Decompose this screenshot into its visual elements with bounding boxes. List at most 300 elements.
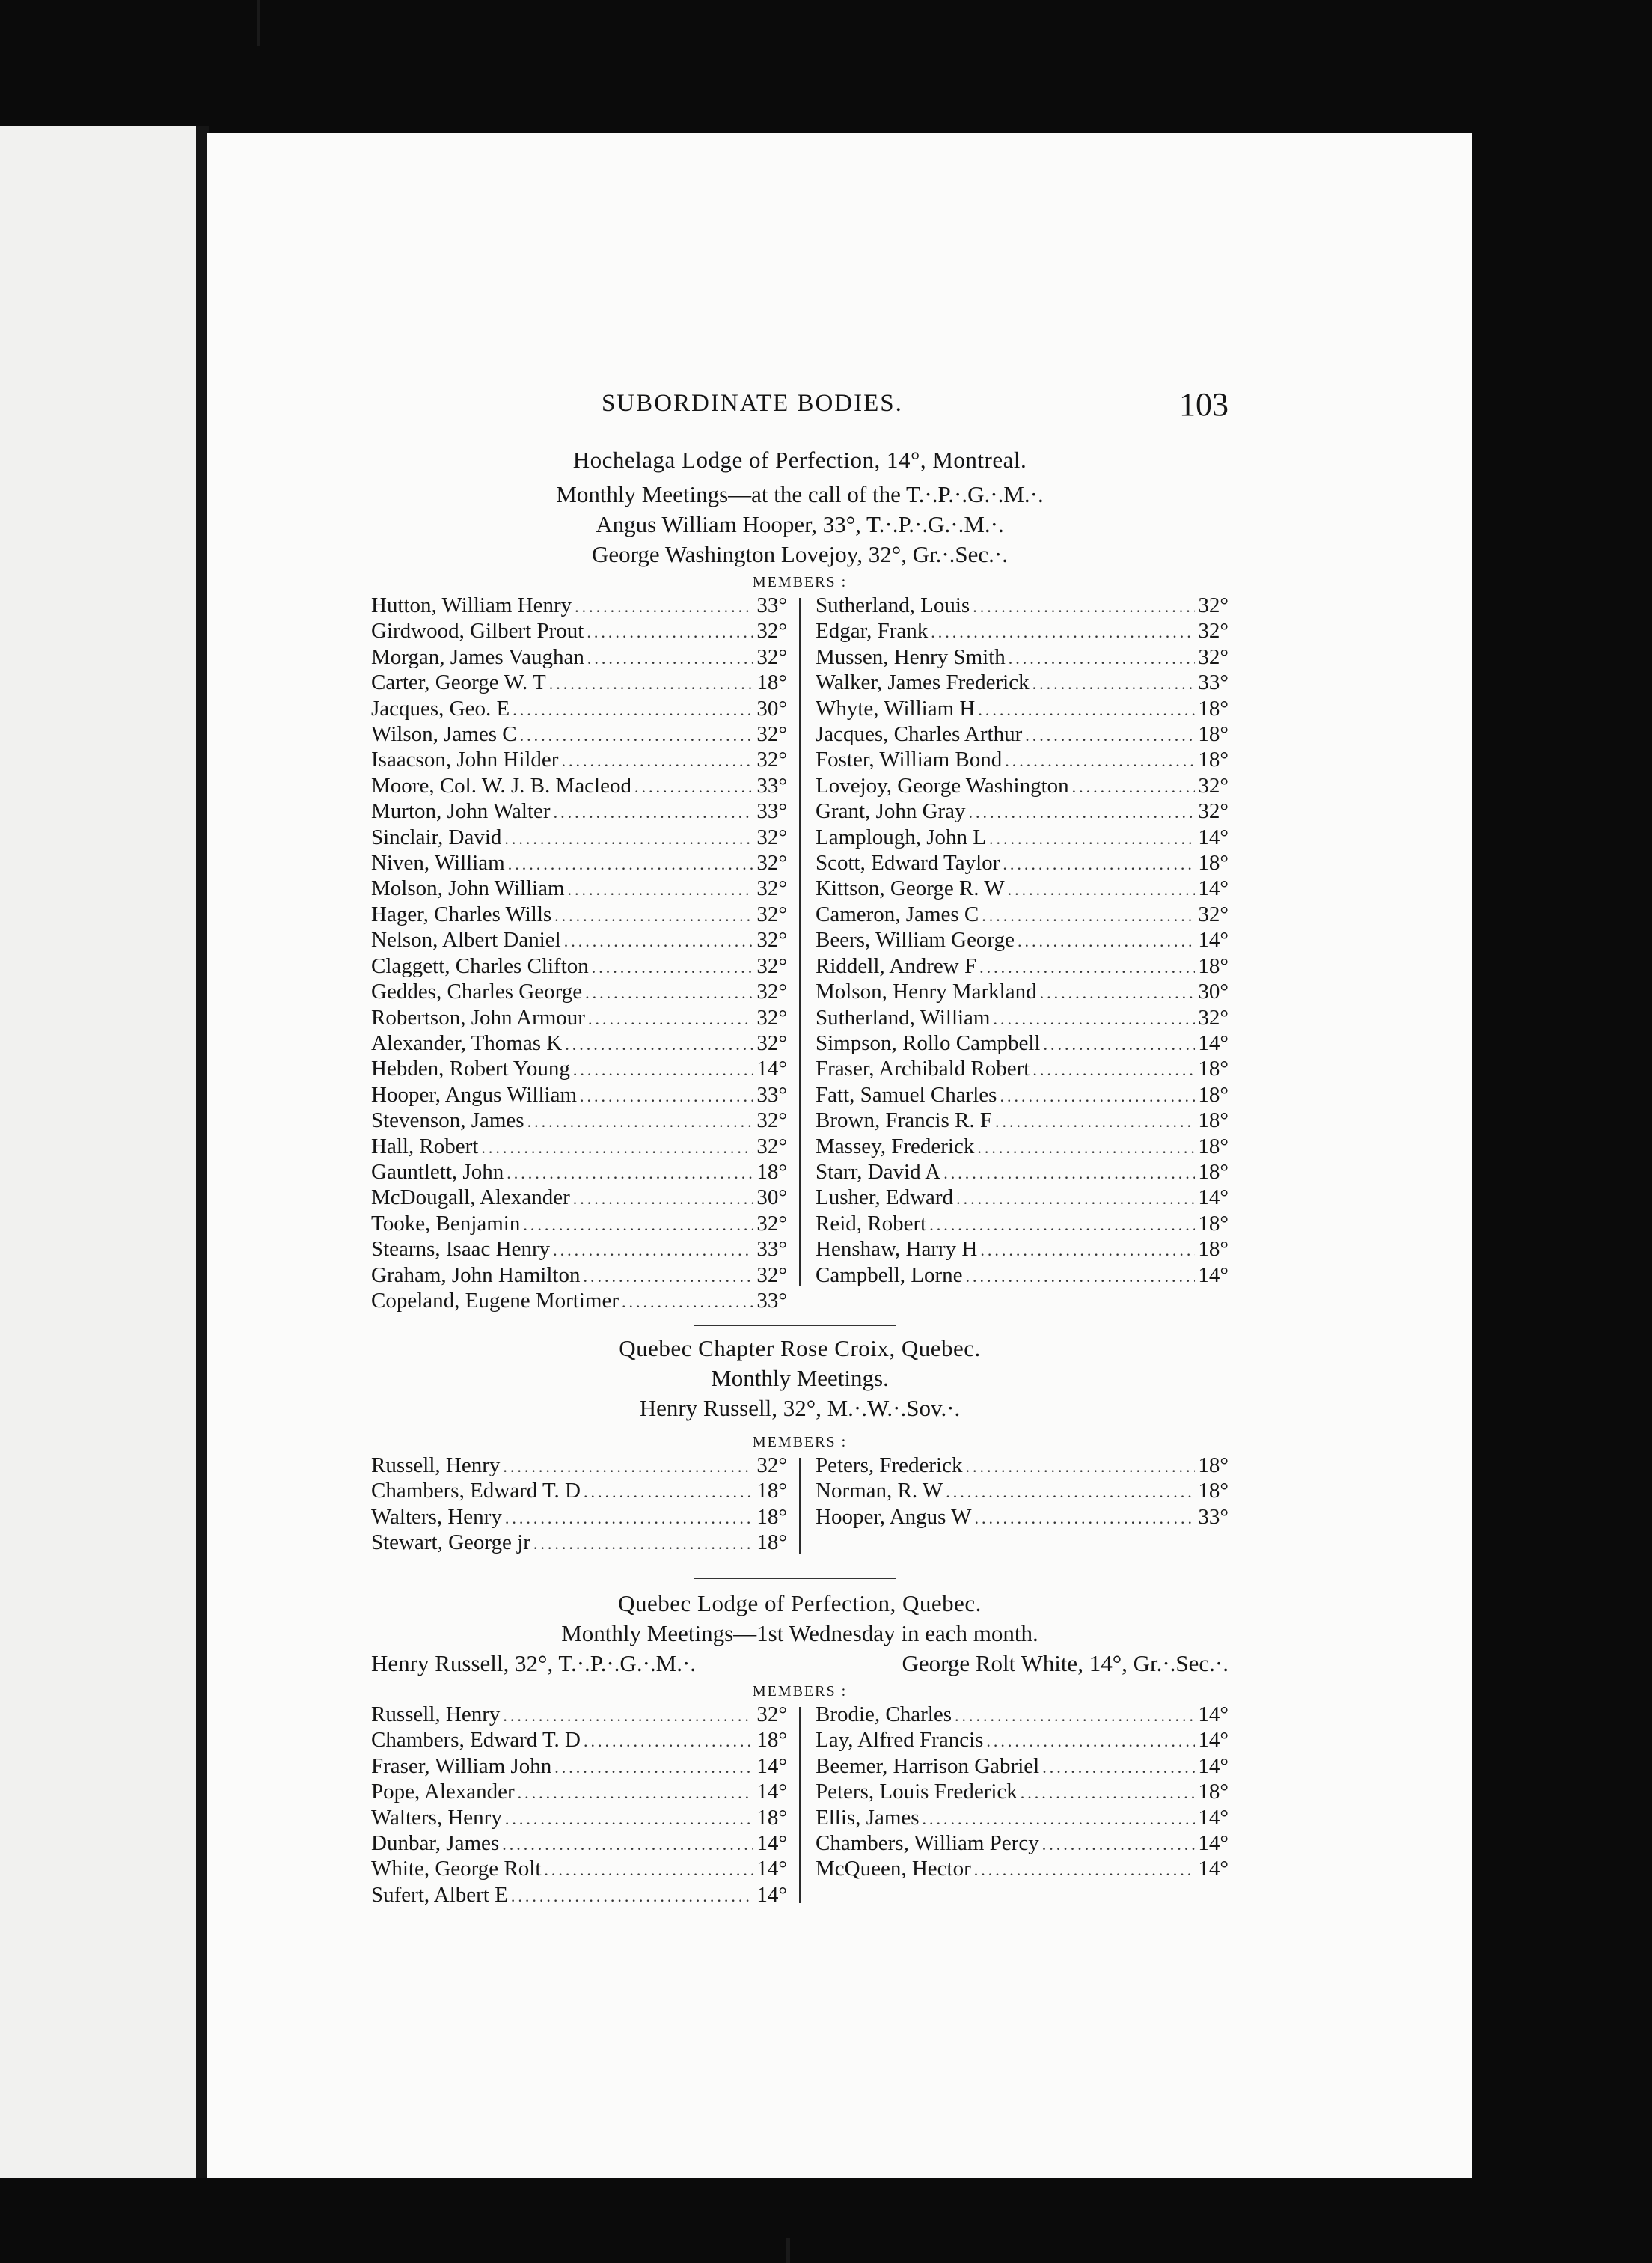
member-name: Simpson, Rollo Campbell bbox=[816, 1030, 1041, 1055]
member-row bbox=[371, 1479, 787, 1504]
member-degree: 33° bbox=[756, 799, 787, 824]
member-row bbox=[816, 697, 1229, 722]
member-name: Edgar, Frank bbox=[816, 619, 929, 644]
leader-dots bbox=[554, 1755, 753, 1780]
member-name: Fatt, Samuel Charles bbox=[816, 1082, 997, 1107]
leader-dots bbox=[1044, 1032, 1196, 1057]
leader-dots bbox=[994, 1007, 1196, 1031]
member-row bbox=[816, 1702, 1229, 1728]
members-table bbox=[371, 593, 1229, 1313]
leader-dots bbox=[931, 620, 1195, 644]
member-degree: 18° bbox=[756, 1504, 787, 1529]
member-name: Beers, William George bbox=[816, 928, 1015, 953]
leader-dots bbox=[527, 1109, 754, 1134]
leader-dots bbox=[573, 1186, 754, 1211]
member-row bbox=[816, 876, 1229, 902]
member-degree: 30° bbox=[756, 1185, 787, 1210]
leader-dots bbox=[979, 955, 1195, 980]
leader-dots bbox=[982, 903, 1195, 928]
leader-dots bbox=[989, 826, 1195, 851]
member-name: Chambers, Edward T. D bbox=[371, 1479, 581, 1503]
member-row bbox=[371, 1185, 787, 1211]
leader-dots bbox=[977, 1135, 1195, 1160]
leader-dots bbox=[502, 1832, 753, 1857]
member-name: Hall, Robert bbox=[371, 1134, 479, 1158]
member-degree: 14° bbox=[1198, 1030, 1229, 1055]
member-row bbox=[371, 799, 787, 825]
member-name: Moore, Col. W. J. B. Macleod bbox=[371, 773, 631, 798]
member-degree: 18° bbox=[1198, 1453, 1229, 1477]
member-degree: 32° bbox=[756, 825, 787, 849]
member-row bbox=[371, 1857, 787, 1882]
member-degree: 18° bbox=[1198, 1780, 1229, 1804]
leader-dots bbox=[966, 1264, 1196, 1289]
leader-dots bbox=[481, 1135, 753, 1160]
member-row bbox=[371, 876, 787, 902]
member-degree: 32° bbox=[756, 644, 787, 669]
leader-dots bbox=[923, 1807, 1196, 1831]
member-row bbox=[371, 1031, 787, 1057]
facing-page bbox=[0, 126, 201, 2178]
member-degree: 18° bbox=[1198, 1134, 1229, 1158]
leader-dots bbox=[568, 877, 754, 902]
member-degree: 33° bbox=[756, 1237, 787, 1262]
member-name: Jacques, Geo. E bbox=[371, 696, 510, 721]
member-row bbox=[816, 1134, 1229, 1160]
leader-dots bbox=[511, 1884, 754, 1908]
member-degree: 32° bbox=[1198, 644, 1229, 669]
member-name: Tooke, Benjamin bbox=[371, 1211, 521, 1236]
meetings-line: Monthly Meetings. bbox=[711, 1365, 889, 1391]
member-degree: 30° bbox=[756, 696, 787, 721]
leader-dots bbox=[549, 671, 754, 696]
member-name: Geddes, Charles George bbox=[371, 980, 583, 1004]
leader-dots bbox=[573, 1057, 754, 1082]
member-name: Lusher, Edward bbox=[816, 1185, 954, 1210]
leader-dots bbox=[978, 697, 1195, 722]
member-degree: 18° bbox=[756, 1805, 787, 1830]
section-rule bbox=[694, 1325, 896, 1326]
member-degree: 32° bbox=[756, 1453, 787, 1477]
section-rule bbox=[694, 1578, 896, 1579]
member-degree: 32° bbox=[756, 902, 787, 926]
member-name: Nelson, Albert Daniel bbox=[371, 928, 561, 953]
leader-dots bbox=[533, 1531, 754, 1556]
leader-dots bbox=[508, 852, 754, 876]
member-name: Lovejoy, George Washington bbox=[816, 773, 1069, 798]
member-row bbox=[371, 1883, 787, 1908]
leader-dots bbox=[1032, 671, 1196, 696]
member-name: Foster, William Bond bbox=[816, 748, 1003, 772]
member-name: Wilson, James C bbox=[371, 722, 517, 747]
member-degree: 14° bbox=[756, 1831, 787, 1856]
leader-dots bbox=[1005, 748, 1195, 773]
member-name: Isaacson, John Hilder bbox=[371, 748, 559, 772]
member-name: Russell, Henry bbox=[371, 1702, 501, 1726]
member-degree: 32° bbox=[1198, 619, 1229, 644]
leader-dots bbox=[1025, 723, 1195, 748]
leader-dots bbox=[505, 1506, 754, 1530]
member-name: Dunbar, James bbox=[371, 1831, 500, 1856]
leader-dots bbox=[1032, 1057, 1195, 1082]
member-row bbox=[371, 645, 787, 671]
page-number: 103 bbox=[1179, 386, 1229, 423]
leader-dots bbox=[561, 748, 753, 773]
leader-dots bbox=[544, 1857, 753, 1882]
member-name: Sinclair, David bbox=[371, 825, 502, 849]
leader-dots bbox=[1042, 1832, 1196, 1857]
member-name: Molson, Henry Markland bbox=[816, 980, 1037, 1004]
member-row bbox=[371, 954, 787, 980]
leader-dots bbox=[966, 1454, 1196, 1479]
leader-dots bbox=[580, 1084, 753, 1108]
leader-dots bbox=[1003, 852, 1195, 876]
member-name: Morgan, James Vaughan bbox=[371, 644, 584, 669]
quebec-lodge-section bbox=[371, 1589, 1229, 1912]
leader-dots bbox=[507, 1161, 753, 1185]
member-degree: 14° bbox=[1198, 1857, 1229, 1881]
leader-dots bbox=[575, 594, 753, 619]
officer-left: Henry Russell, 32°, T.·.P.·.G.·.M.·. bbox=[371, 1650, 697, 1676]
member-degree: 32° bbox=[756, 928, 787, 953]
member-name: Campbell, Lorne bbox=[816, 1262, 963, 1287]
member-row bbox=[371, 1453, 787, 1479]
member-row bbox=[816, 1108, 1229, 1134]
member-name: Girdwood, Gilbert Prout bbox=[371, 619, 584, 644]
member-name: Stevenson, James bbox=[371, 1108, 524, 1133]
member-name: Grant, John Gray bbox=[816, 799, 966, 824]
leader-dots bbox=[956, 1186, 1195, 1211]
member-row bbox=[816, 1083, 1229, 1108]
member-row bbox=[816, 1806, 1229, 1831]
member-degree: 18° bbox=[1198, 696, 1229, 721]
member-row bbox=[816, 1160, 1229, 1185]
member-degree: 18° bbox=[1198, 1108, 1229, 1133]
leader-dots bbox=[1018, 929, 1195, 953]
leader-dots bbox=[622, 1289, 753, 1314]
member-degree: 18° bbox=[1198, 1211, 1229, 1236]
member-name: Robertson, John Armour bbox=[371, 1005, 585, 1030]
member-row bbox=[816, 928, 1229, 953]
member-degree: 18° bbox=[1198, 1237, 1229, 1262]
member-row bbox=[371, 1754, 787, 1780]
member-name: Brown, Francis R. F bbox=[816, 1108, 993, 1133]
member-row bbox=[371, 1083, 787, 1108]
member-name: Massey, Frederick bbox=[816, 1134, 975, 1158]
member-degree: 32° bbox=[756, 876, 787, 901]
member-name: Hager, Charles Wills bbox=[371, 902, 552, 926]
leader-dots bbox=[986, 1729, 1195, 1753]
member-name: Claggett, Charles Clifton bbox=[371, 953, 589, 978]
leader-dots bbox=[505, 1807, 754, 1831]
member-degree: 32° bbox=[1198, 799, 1229, 824]
member-row bbox=[816, 1006, 1229, 1031]
leader-dots bbox=[929, 1212, 1195, 1237]
leader-dots bbox=[973, 594, 1195, 619]
member-name: Sufert, Albert E bbox=[371, 1882, 508, 1907]
member-degree: 32° bbox=[756, 1262, 787, 1287]
section-title: Quebec Chapter Rose Croix, Quebec. bbox=[619, 1335, 981, 1361]
member-row bbox=[816, 1453, 1229, 1479]
member-degree: 14° bbox=[1198, 825, 1229, 849]
members-column-left bbox=[371, 1702, 787, 1908]
leader-dots bbox=[503, 1703, 753, 1728]
member-row bbox=[371, 980, 787, 1005]
member-degree: 14° bbox=[756, 1780, 787, 1804]
member-degree: 18° bbox=[1198, 1479, 1229, 1503]
member-degree: 18° bbox=[756, 1728, 787, 1753]
member-row bbox=[816, 1263, 1229, 1289]
member-row bbox=[816, 1185, 1229, 1211]
member-row bbox=[816, 748, 1229, 773]
member-name: Sutherland, William bbox=[816, 1005, 991, 1030]
member-row bbox=[816, 954, 1229, 980]
member-row bbox=[371, 1289, 787, 1314]
leader-dots bbox=[518, 1780, 754, 1805]
member-degree: 33° bbox=[756, 773, 787, 798]
member-row bbox=[816, 774, 1229, 799]
leader-dots bbox=[1072, 775, 1196, 799]
member-degree: 32° bbox=[1198, 902, 1229, 926]
member-name: Peters, Frederick bbox=[816, 1453, 963, 1477]
member-row bbox=[816, 1237, 1229, 1262]
member-row bbox=[371, 774, 787, 799]
book-page bbox=[206, 133, 1472, 2178]
members-column-right bbox=[816, 1702, 1229, 1883]
leader-dots bbox=[554, 800, 754, 825]
member-row bbox=[371, 928, 787, 953]
section-title: Quebec Lodge of Perfection, Quebec. bbox=[618, 1590, 982, 1616]
member-degree: 33° bbox=[756, 593, 787, 617]
member-degree: 14° bbox=[1198, 1728, 1229, 1753]
member-degree: 32° bbox=[1198, 593, 1229, 617]
member-name: Walters, Henry bbox=[371, 1805, 502, 1830]
leader-dots bbox=[946, 1479, 1195, 1504]
section-title: Hochelaga Lodge of Perfection, 14°, Montreal. bbox=[572, 447, 1027, 473]
member-degree: 32° bbox=[756, 748, 787, 772]
member-name: Pope, Alexander bbox=[371, 1780, 515, 1804]
member-degree: 33° bbox=[756, 1082, 787, 1107]
member-degree: 30° bbox=[1198, 980, 1229, 1004]
member-row bbox=[816, 1831, 1229, 1857]
member-row bbox=[816, 1479, 1229, 1504]
leader-dots bbox=[587, 620, 753, 644]
member-row bbox=[371, 1057, 787, 1082]
member-name: Henshaw, Harry H bbox=[816, 1237, 978, 1262]
member-degree: 18° bbox=[1198, 953, 1229, 978]
member-row bbox=[371, 593, 787, 619]
leader-dots bbox=[995, 1109, 1195, 1134]
member-degree: 18° bbox=[1198, 851, 1229, 876]
member-name: Hutton, William Henry bbox=[371, 593, 572, 617]
member-row bbox=[816, 799, 1229, 825]
officer-right: George Rolt White, 14°, Gr.·.Sec.·. bbox=[902, 1650, 1229, 1676]
leader-dots bbox=[975, 1506, 1196, 1530]
member-name: Hebden, Robert Young bbox=[371, 1057, 570, 1081]
leader-dots bbox=[520, 723, 754, 748]
member-name: Chambers, Edward T. D bbox=[371, 1728, 581, 1753]
member-name: Whyte, William H bbox=[816, 696, 976, 721]
members-label: MEMBERS : bbox=[752, 574, 848, 590]
member-degree: 14° bbox=[756, 1753, 787, 1778]
member-degree: 32° bbox=[1198, 773, 1229, 798]
member-degree: 32° bbox=[756, 1211, 787, 1236]
member-row bbox=[371, 1505, 787, 1530]
member-name: Walker, James Frederick bbox=[816, 671, 1030, 695]
member-name: Stewart, George jr bbox=[371, 1530, 530, 1555]
column-divider bbox=[799, 1707, 801, 1903]
member-degree: 18° bbox=[1198, 748, 1229, 772]
member-name: Niven, William bbox=[371, 851, 505, 876]
leader-dots bbox=[634, 775, 753, 799]
members-column-left bbox=[371, 593, 787, 1314]
officer-line: Angus William Hooper, 33°, T.·.P.·.G.·.M.·. bbox=[596, 511, 1004, 537]
member-row bbox=[816, 825, 1229, 851]
leader-dots bbox=[969, 800, 1196, 825]
member-name: Graham, John Hamilton bbox=[371, 1262, 581, 1287]
member-degree: 32° bbox=[756, 619, 787, 644]
leader-dots bbox=[503, 1454, 753, 1479]
member-row bbox=[371, 748, 787, 773]
member-row bbox=[371, 697, 787, 722]
member-degree: 14° bbox=[1198, 876, 1229, 901]
member-degree: 14° bbox=[1198, 1805, 1229, 1830]
leader-dots bbox=[955, 1703, 1195, 1728]
leader-dots bbox=[592, 955, 754, 980]
member-name: Peters, Louis Frederick bbox=[816, 1780, 1018, 1804]
leader-dots bbox=[943, 1161, 1195, 1185]
column-divider bbox=[799, 1458, 801, 1554]
officer-line: Henry Russell, 32°, M.·.W.·.Sov.·. bbox=[639, 1395, 961, 1421]
member-row bbox=[816, 1057, 1229, 1082]
member-degree: 32° bbox=[756, 1030, 787, 1055]
member-name: Jacques, Charles Arthur bbox=[816, 722, 1023, 747]
member-name: Russell, Henry bbox=[371, 1453, 501, 1477]
member-row bbox=[371, 1263, 787, 1289]
member-name: Carter, George W. T bbox=[371, 671, 546, 695]
member-row bbox=[816, 1728, 1229, 1753]
member-row bbox=[816, 903, 1229, 928]
member-name: Murton, John Walter bbox=[371, 799, 551, 824]
member-row bbox=[371, 671, 787, 696]
member-name: Mussen, Henry Smith bbox=[816, 644, 1006, 669]
member-row bbox=[371, 1237, 787, 1262]
members-column-right bbox=[816, 593, 1229, 1289]
member-row bbox=[371, 1806, 787, 1831]
leader-dots bbox=[1009, 646, 1196, 671]
member-name: Gauntlett, John bbox=[371, 1159, 504, 1184]
member-degree: 14° bbox=[1198, 1185, 1229, 1210]
leader-dots bbox=[513, 697, 753, 722]
leader-dots bbox=[588, 1007, 753, 1031]
member-row bbox=[816, 619, 1229, 644]
member-name: McQueen, Hector bbox=[816, 1857, 971, 1881]
member-name: Alexander, Thomas K bbox=[371, 1030, 563, 1055]
member-degree: 18° bbox=[1198, 1159, 1229, 1184]
member-name: Norman, R. W bbox=[816, 1479, 943, 1503]
member-name: Stearns, Isaac Henry bbox=[371, 1237, 551, 1262]
member-row bbox=[816, 722, 1229, 748]
member-degree: 14° bbox=[756, 1057, 787, 1081]
leader-dots bbox=[523, 1212, 753, 1237]
member-row bbox=[816, 980, 1229, 1005]
film-mark bbox=[257, 0, 260, 46]
member-degree: 32° bbox=[756, 1702, 787, 1726]
leader-dots bbox=[553, 1238, 753, 1262]
members-table bbox=[371, 1453, 1229, 1558]
member-row bbox=[816, 1754, 1229, 1780]
member-row bbox=[816, 1031, 1229, 1057]
member-row bbox=[371, 1780, 787, 1805]
member-degree: 18° bbox=[1198, 722, 1229, 747]
leader-dots bbox=[980, 1238, 1195, 1262]
members-label: MEMBERS : bbox=[752, 1434, 848, 1450]
leader-dots bbox=[564, 929, 754, 953]
member-row bbox=[371, 1134, 787, 1160]
member-name: Brodie, Charles bbox=[816, 1702, 952, 1726]
member-degree: 14° bbox=[1198, 1702, 1229, 1726]
member-name: Kittson, George R. W bbox=[816, 876, 1005, 901]
film-mark bbox=[786, 2238, 790, 2263]
leader-dots bbox=[504, 826, 753, 851]
member-degree: 18° bbox=[1198, 1057, 1229, 1081]
member-name: White, George Rolt bbox=[371, 1857, 542, 1881]
member-name: Chambers, William Percy bbox=[816, 1831, 1039, 1856]
leader-dots bbox=[1008, 877, 1196, 902]
members-table bbox=[371, 1702, 1229, 1912]
member-name: Starr, David A bbox=[816, 1159, 941, 1184]
member-row bbox=[371, 825, 787, 851]
leader-dots bbox=[1040, 980, 1196, 1005]
member-degree: 32° bbox=[756, 722, 787, 747]
member-degree: 32° bbox=[756, 851, 787, 876]
member-row bbox=[816, 1212, 1229, 1237]
member-name: Fraser, William John bbox=[371, 1753, 552, 1778]
running-head bbox=[371, 385, 1229, 430]
leader-dots bbox=[1021, 1780, 1196, 1805]
leader-dots bbox=[1000, 1084, 1195, 1108]
member-row bbox=[371, 722, 787, 748]
officer-line: George Washington Lovejoy, 32°, Gr.·.Sec.·. bbox=[591, 541, 1009, 567]
member-degree: 33° bbox=[1198, 1504, 1229, 1529]
leader-dots bbox=[565, 1032, 753, 1057]
member-row bbox=[371, 903, 787, 928]
member-degree: 14° bbox=[756, 1882, 787, 1907]
officers-line bbox=[371, 1649, 1229, 1679]
leader-dots bbox=[587, 646, 754, 671]
member-row bbox=[371, 851, 787, 876]
member-degree: 32° bbox=[756, 953, 787, 978]
member-name: Lay, Alfred Francis bbox=[816, 1728, 984, 1753]
member-degree: 18° bbox=[756, 1530, 787, 1555]
member-degree: 33° bbox=[1198, 671, 1229, 695]
member-row bbox=[816, 645, 1229, 671]
member-name: Hooper, Angus W bbox=[816, 1504, 972, 1529]
member-row bbox=[816, 1505, 1229, 1530]
member-name: Scott, Edward Taylor bbox=[816, 851, 1000, 876]
member-row bbox=[816, 671, 1229, 696]
member-degree: 18° bbox=[756, 1479, 787, 1503]
hochelaga-section bbox=[371, 445, 1229, 1313]
member-name: Reid, Robert bbox=[816, 1211, 927, 1236]
leader-dots bbox=[583, 1264, 753, 1289]
member-name: Lamplough, John L bbox=[816, 825, 986, 849]
member-degree: 14° bbox=[1198, 1262, 1229, 1287]
leader-dots bbox=[974, 1857, 1196, 1882]
member-degree: 32° bbox=[756, 980, 787, 1004]
member-name: Copeland, Eugene Mortimer bbox=[371, 1288, 619, 1313]
member-name: Ellis, James bbox=[816, 1805, 920, 1830]
